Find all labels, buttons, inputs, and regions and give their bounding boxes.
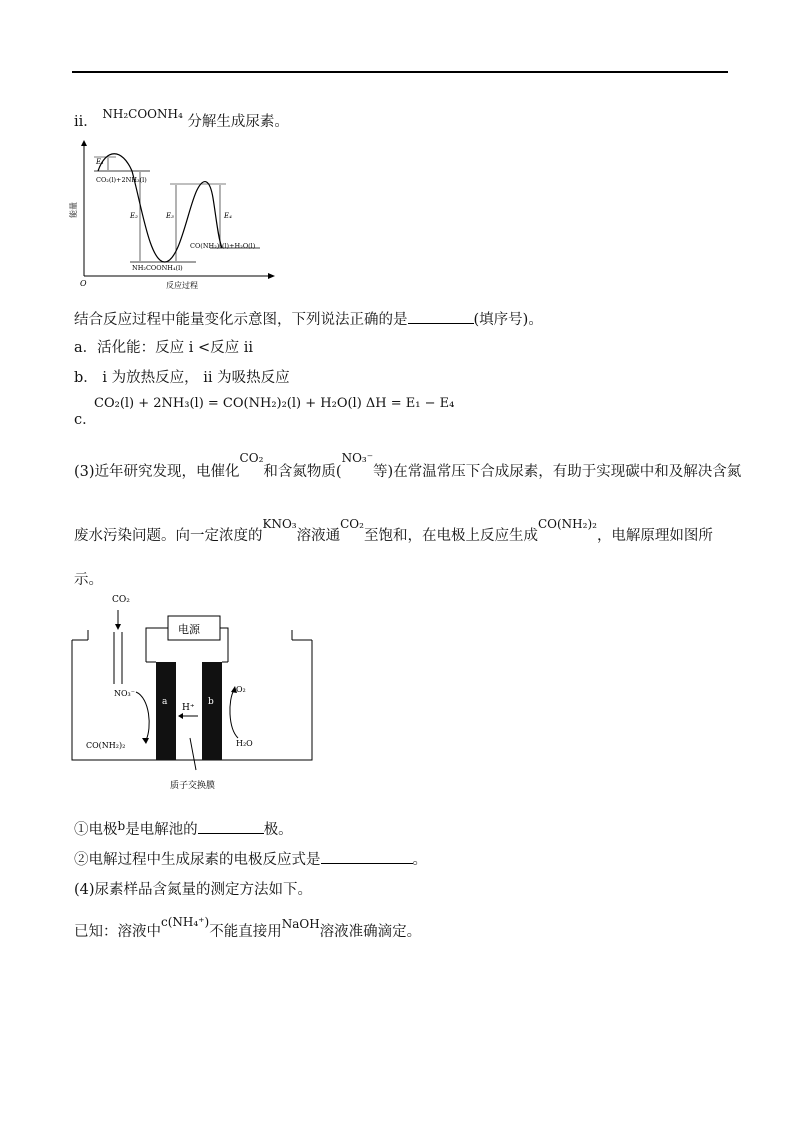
q2-text-a: ②电解过程中生成尿素的电极反应式是 (74, 852, 321, 868)
anode-curve (230, 690, 238, 738)
e2-label: E₂ (130, 212, 138, 220)
ii-text: 分解生成尿素。 (187, 114, 289, 130)
known-text-b: 不能直接用 (209, 924, 282, 940)
x-axis-label: 反应过程 (166, 281, 198, 290)
co2-label: CO₂ (112, 595, 130, 605)
q1-line (74, 818, 293, 839)
q1-text-c: 是电解池的 (125, 822, 198, 838)
cathode-curve (136, 692, 149, 740)
known-text-d: 溶液准确滴定。 (319, 924, 422, 940)
electrode-a (156, 662, 176, 760)
option-c-label: c． (74, 412, 97, 428)
origin-label: O (80, 279, 87, 288)
known-text-a: 已知：溶液中 (74, 924, 161, 940)
p3-text-a: (3)近年研究发现，电催化 (74, 464, 240, 480)
option-b: b． i 为放热反应， ii 为吸热反应 (74, 370, 290, 386)
power-label: 电源 (178, 623, 200, 636)
question-tail: (填序号)。 (473, 312, 543, 328)
no3-label: NO₃⁻ (114, 689, 135, 698)
membrane-pointer (190, 738, 196, 770)
e4-label: E₄ (224, 212, 232, 220)
ii-prefix: ii． (74, 114, 98, 130)
o2-label: O₂ (236, 685, 246, 694)
q2-text-b: 。 (412, 852, 427, 868)
question-text: 结合反应过程中能量变化示意图，下列说法正确的是 (74, 312, 408, 328)
e3-label: E₃ (166, 212, 174, 220)
p3-kno3: KNO₃ (262, 517, 297, 531)
wire-left (146, 628, 168, 662)
y-axis-label: 能量 (69, 202, 78, 218)
urea-label: CO(NH₂)₂ (86, 741, 126, 750)
h-arrow-head (178, 713, 183, 719)
ii-formula: NH₂COONH₄ (102, 107, 183, 121)
e1-label: E₁ (96, 158, 104, 166)
wire-right (220, 628, 228, 662)
answer-blank-1[interactable] (408, 309, 474, 324)
option-a: a．活化能：反应 i <反应 ii (74, 340, 254, 356)
answer-blank-2[interactable] (198, 819, 264, 834)
known-naoh: NaOH (281, 917, 320, 931)
p3-text-g: ，电解原理如图所 (596, 528, 713, 544)
q2-line (74, 848, 427, 869)
cathode-arrow-head (142, 738, 149, 744)
electrode-a-label: a (162, 697, 168, 707)
electrolysis-diagram (70, 588, 320, 804)
q1-electrode-b: b (117, 819, 126, 833)
p3-no3: NO₃⁻ (341, 451, 374, 465)
p3-text-b: 和含氮物质( (263, 464, 342, 480)
q1-text-a: ①电极 (74, 822, 118, 838)
known-c-nh4: c(NH₄⁺) (161, 915, 210, 929)
energy-diagram (70, 138, 280, 290)
q1-text-d: 极。 (263, 822, 293, 838)
line-ii (74, 107, 289, 131)
p3-line-2 (74, 517, 713, 545)
p4-text: (4)尿素样品含氮量的测定方法如下。 (74, 882, 313, 898)
intermediate-label: NH₂COONH₄(l) (132, 264, 183, 272)
question-line (74, 308, 543, 329)
header-rule (72, 71, 728, 73)
x-axis-arrow (268, 273, 275, 279)
reactant-label: CO₂(l)+2NH₃(l) (96, 176, 147, 184)
membrane-label: 质子交换膜 (170, 781, 216, 791)
product-label: CO(NH₂)₂(l)+H₂O(l) (190, 242, 256, 250)
p3-text-f: 至饱和，在电极上反应生成 (363, 528, 538, 544)
p3-co2: CO₂ (239, 451, 264, 465)
electrode-b (202, 662, 222, 760)
co2-arrow-head (115, 624, 121, 630)
electrode-b-label: b (208, 697, 214, 707)
h-ion-label: H⁺ (182, 703, 195, 713)
y-axis-arrow (81, 140, 87, 146)
p3-text-d: 废水污染问题。向一定浓度的 (74, 528, 263, 544)
p3-text-c: 等)在常温常压下合成尿素，有助于实现碳中和及解决含氮 (373, 464, 742, 480)
h2o-label: H₂O (236, 739, 253, 748)
known-line (74, 915, 422, 941)
p3-text-h: 示。 (74, 572, 103, 588)
answer-blank-3[interactable] (321, 849, 413, 864)
p3-co2b: CO₂ (340, 517, 364, 531)
p3-line-1 (74, 451, 742, 481)
p3-text-e: 溶液通 (296, 528, 341, 544)
p3-urea: CO(NH₂)₂ (537, 517, 597, 531)
option-c-formula: CO₂(l) + 2NH₃(l) = CO(NH₂)₂(l) + H₂O(l) ΔH = E₁ − E₄ (94, 396, 455, 411)
